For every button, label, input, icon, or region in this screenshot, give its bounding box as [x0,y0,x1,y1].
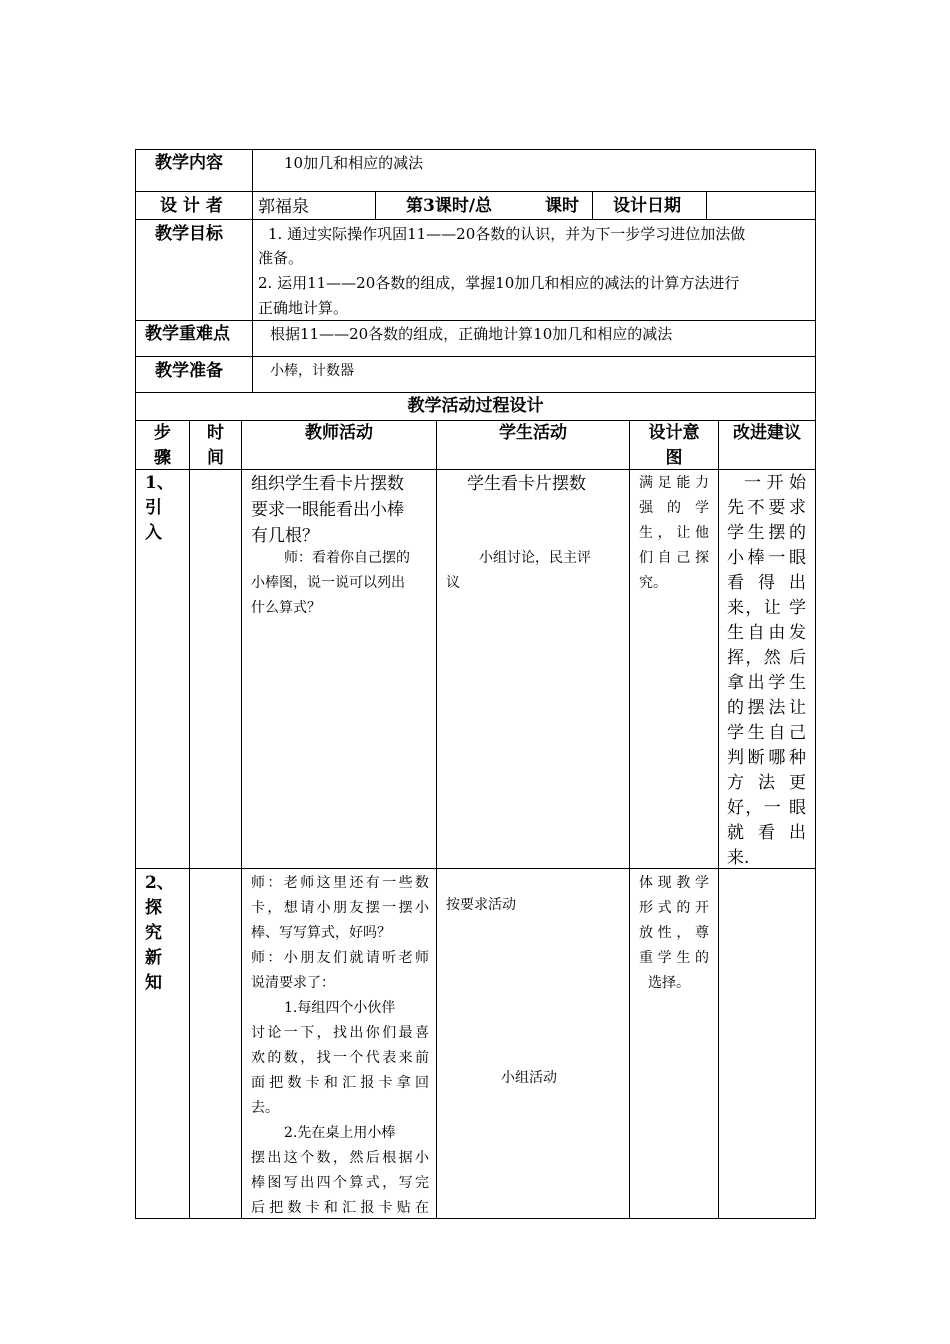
text-line: 去。 [251,1100,279,1116]
prep-value: 小棒，计数器 [270,363,354,379]
row1-intent [639,471,709,596]
rule [718,420,719,1219]
rule [706,191,707,220]
text-line: 生，让他 [639,525,709,541]
text-line: 要求一眼能看出小棒 [251,500,404,520]
row1-teacher-sub [251,546,410,621]
step-line: 2、 [145,873,174,893]
text-line: 棒图写出四个算式，写完 [251,1175,429,1191]
col-intent [630,421,718,471]
rule [135,149,816,150]
text-line: 究。 [639,575,667,591]
text-line: 组织学生看卡片摆数 [251,474,404,494]
rule [436,420,437,1219]
text-line: 生自由发 [727,623,806,643]
text-line: 体现教学 [639,875,709,891]
text-line: 后把数卡和汇报卡贴在 [251,1200,429,1216]
goal-1-line1: 1. 通过实际操作巩固11——20各数的认识，并为下一步学习进位加法做 [268,225,746,243]
rule [241,420,242,1219]
text-line: 重学生的 [639,950,709,966]
key-points-value: 根据11——20各数的组成，正确地计算10加几和相应的减法 [270,325,673,343]
col-step [136,421,189,471]
designer-value: 郭福泉 [258,197,309,217]
rule [135,320,816,321]
lesson-suffix: 课时 [545,196,579,216]
rule [375,191,376,220]
col-teacher: 教师活动 [305,423,373,443]
text-line: 的摆法让 [727,698,806,718]
row2-step [145,871,174,996]
rule [135,219,816,220]
text-line: 强 的 学 [639,500,709,516]
text-line: 一 开 始 [744,473,806,493]
process-title: 教学活动过程设计 [407,396,544,416]
text-line: 挥，然 后 [727,648,806,668]
col-step-line: 步 [154,423,171,443]
row2-student-2: 小组活动 [501,1070,557,1086]
goals-label: 教学目标 [155,224,223,244]
text-line: 选择。 [648,975,690,991]
step-line: 1、 [145,473,174,493]
text-line: 拿出学生 [727,673,806,693]
row2-teacher [251,871,429,1221]
text-line: 说清要求了： [251,975,335,991]
text-line: 讨论一下，找出你们最喜 [251,1025,429,1041]
rule [592,191,593,220]
text-line: 什么算式？ [251,600,321,616]
step-line: 入 [145,523,162,543]
text-line: 师：小朋友们就请听老师 [251,950,429,966]
date-label: 设计日期 [613,196,681,216]
text-line: 有几根？ [251,526,319,546]
text-line: 摆出这个数，然后根据小 [251,1150,429,1166]
col-time-line: 间 [207,448,224,468]
step-line: 究 [145,923,162,943]
col-time [190,421,241,471]
row2-student-1: 按要求活动 [446,897,516,913]
goal-1-line2: 准备。 [258,249,304,267]
text-line: 放性，尊 [639,925,709,941]
text-line: 形式的开 [639,900,709,916]
content-value: 10加几和相应的减法 [284,154,424,172]
text-line: 棒、写写算式，好吗？ [251,925,391,941]
text-line: 学生摆的 [727,523,806,543]
content-label: 教学内容 [155,153,223,173]
row1-teacher-main [251,471,404,549]
row1-step [145,471,174,546]
step-line: 知 [145,973,162,993]
text-line: 师：老师这里还有一些数 [251,875,429,891]
col-intent-line: 设计意 [648,423,700,443]
rule [135,868,816,869]
step-line: 新 [145,948,162,968]
rule [135,392,816,393]
text-line: 学生自己 [727,723,806,743]
goal-2-line2: 正确地计算。 [258,299,349,317]
rule [629,420,630,1219]
text-line: 2.先在桌上用小棒 [284,1125,396,1141]
rule [815,149,816,1219]
text-line: 议 [446,575,460,591]
text-line: 小组讨论，民主评 [479,550,591,566]
col-improve: 改进建议 [733,423,801,443]
row1-student-main: 学生看卡片摆数 [467,474,586,494]
step-line: 探 [145,898,162,918]
rule [252,149,253,393]
col-intent-line: 图 [665,448,683,468]
step-line: 引 [145,498,162,518]
text-line: 判断哪种 [727,748,806,768]
text-line: 小棒一眼 [727,548,806,568]
text-line: 看 得 出 [727,573,806,593]
text-line: 来，让 学 [727,598,806,618]
text-line: 先不要求 [727,498,806,518]
col-time-line: 时 [207,423,224,443]
key-points-label: 教学重难点 [145,324,230,344]
rule [135,149,136,1219]
text-line: 1.每组四个小伙伴 [284,1000,396,1016]
text-line: 就 看 出 [727,823,806,843]
text-line: 师：看着你自己摆的 [284,550,410,566]
designer-label: 设 计 者 [160,196,223,216]
col-student: 学生活动 [499,423,567,443]
text-line: 方 法 更 [727,773,806,793]
text-line: 满足能力 [639,475,709,491]
row2-intent [639,871,709,996]
prep-label: 教学准备 [155,361,223,381]
text-line: 好，一 眼 [727,798,806,818]
row1-student-sub [446,546,591,596]
lesson-label: 第3课时/总 [406,196,493,216]
col-step-line: 骤 [154,448,171,468]
rule [189,420,190,1219]
rule [135,356,816,357]
text-line: 来. [727,848,750,868]
rule [135,191,816,192]
rule [135,1218,816,1219]
text-line: 小棒图，说一说可以列出 [251,575,405,591]
text-line: 卡，想请小朋友摆一摆小 [251,900,429,916]
text-line: 们自己探 [639,550,709,566]
text-line: 面把数卡和汇报卡拿回 [251,1075,429,1091]
row1-improve [727,471,806,871]
text-line: 欢的数，找一个代表来前 [251,1050,429,1066]
goal-2-line1: 2. 运用11——20各数的组成，掌握10加几和相应的减法的计算方法进行 [258,274,740,292]
